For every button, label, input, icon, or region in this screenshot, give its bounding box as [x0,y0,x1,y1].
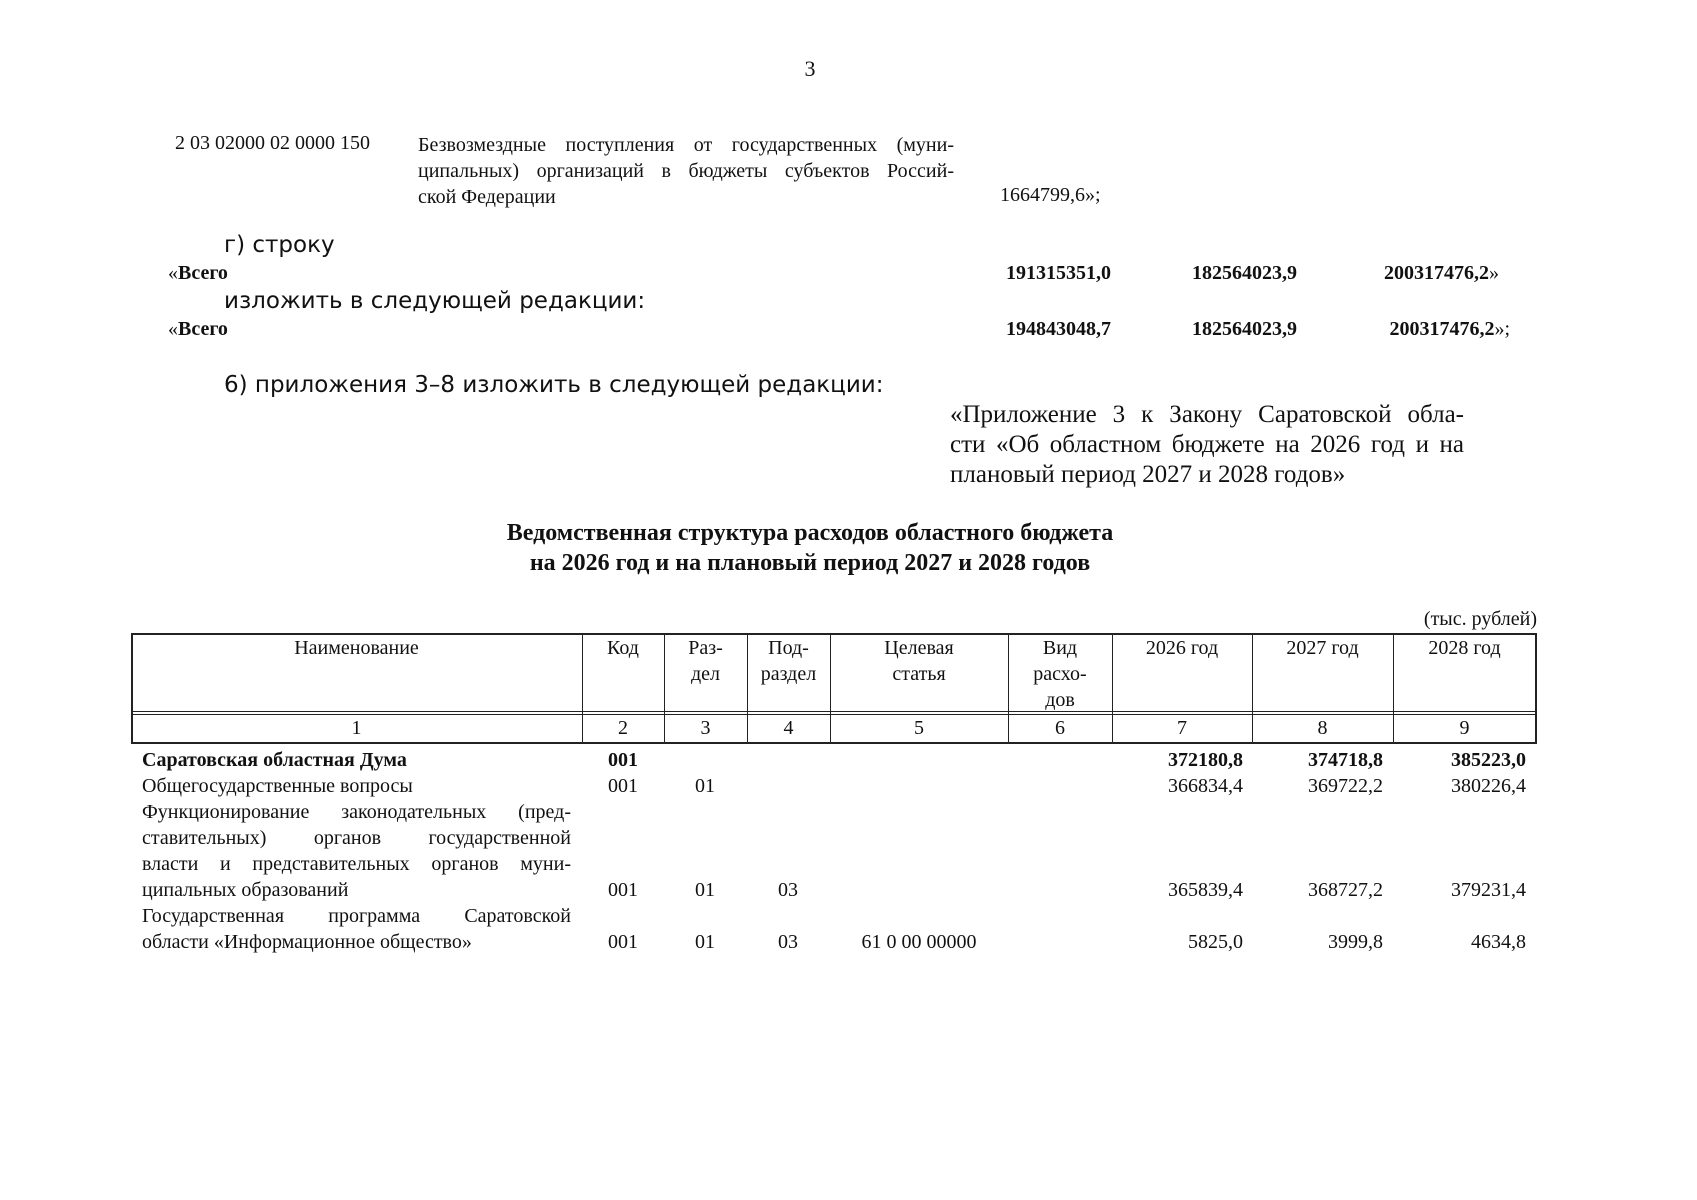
column-number: 4 [783,717,794,739]
close-quote: » [1489,262,1499,284]
row-name-line: Саратовская областная Дума [142,749,407,771]
old-total-2028 [1384,262,1499,285]
table-header [131,633,1537,743]
revenue-description [418,132,954,210]
column-number: 9 [1459,717,1470,739]
column-number: 1 [351,717,362,739]
new-total-2028 [1389,318,1510,341]
column-number: 6 [1055,717,1065,739]
old-total-2027: 182564023,9 [1192,262,1297,284]
column-number: 8 [1317,717,1328,739]
row-2028: 379231,4 [1451,879,1526,901]
row-name-line: Общегосударственные вопросы [142,775,413,797]
revenue-description-line: ской Федерации [418,186,556,208]
header-type-text: Вид [1042,637,1078,659]
row-2028: 380226,4 [1451,775,1526,797]
row-name [142,799,571,903]
row-code: 001 [608,879,638,901]
revenue-value: 1664799,6»; [1000,184,1101,206]
revenue-code: 2 03 02000 02 0000 150 [175,132,370,154]
header-separator [131,711,1537,712]
revenue-description-line: ципальных) организаций в бюджеты субъектов Россий- [418,160,954,182]
column-number: 2 [618,717,628,739]
old-total-label [168,262,228,285]
old-total-2028-value: 200317476,2 [1384,262,1489,284]
table-title-line-1: Ведомственная структура расходов областного бюджета [506,520,1114,546]
new-total-2027: 182564023,9 [1192,318,1297,340]
row-2027: 374718,8 [1308,749,1383,771]
row-name-line: Функционирование законодательных (пред- [142,801,571,823]
row-target: 61 0 00 00000 [861,931,977,953]
close-quote: »; [1494,318,1510,340]
table-title-line-2: на 2026 год и на плановый период 2027 и 2028 годов [529,550,1091,576]
column-number: 3 [700,717,711,739]
header-2028-text: 2028 год [1428,637,1501,659]
open-quote: « [168,318,178,340]
row-name-line: ставительных) органов государственной [142,827,571,849]
row-2026: 5825,0 [1188,931,1243,953]
row-section: 01 [695,879,715,901]
row-subsection: 03 [778,879,798,901]
row-name-line: власти и представительных органов муни- [142,853,571,875]
header-section-text: Раз- [688,637,723,659]
header-2026-text: 2026 год [1145,637,1219,659]
units-label: (тыс. рублей) [1423,608,1537,630]
row-name-line: ципальных образований [142,879,349,901]
row-2026: 372180,8 [1168,749,1243,771]
total-word: Всего [178,318,228,340]
header-section [664,633,747,687]
row-section: 01 [695,931,715,953]
header-target-text: Целевая [884,637,954,659]
column-number: 5 [914,717,924,739]
total-word: Всего [178,262,228,284]
row-subsection: 03 [778,931,798,953]
header-name-text: Наименование [294,637,419,659]
row-name-line: области «Информационное общество» [142,931,472,953]
header-type-text: дов [1045,689,1075,711]
header-type-text: расхо- [1033,663,1087,685]
row-2028: 385223,0 [1451,749,1526,771]
row-2028: 4634,8 [1471,931,1526,953]
header-2027 [1252,633,1393,661]
header-type [1008,633,1112,713]
appendix-line: «Приложение 3 к Закону Саратовской обла- [950,401,1464,428]
header-name [131,633,582,661]
row-name-line: Государственная программа Саратовской [142,905,571,927]
header-2026 [1112,633,1252,661]
row-name [142,773,571,799]
row-2026: 365839,4 [1168,879,1243,901]
column-number: 7 [1177,717,1187,739]
old-total-2026: 191315351,0 [1006,262,1111,284]
header-subsection [747,633,830,687]
appendix-reference [950,400,1464,490]
row-2027: 368727,2 [1308,879,1383,901]
header-2028 [1393,633,1536,661]
header-target-text: статья [892,663,946,685]
header-target [830,633,1008,687]
appendix-line: сти «Об областном бюджете на 2026 год и на [950,431,1464,458]
header-subsection-text: раздел [760,663,817,685]
row-2027: 369722,2 [1308,775,1383,797]
item-6: 6) приложения 3–8 изложить в следующей редакции: [224,372,884,398]
row-2027: 3999,8 [1328,931,1383,953]
open-quote: « [168,262,178,284]
page-number: 3 [804,56,816,81]
row-2026: 366834,4 [1168,775,1243,797]
header-code-text: Код [607,637,639,659]
header-2027-text: 2027 год [1286,637,1359,659]
new-total-label [168,318,228,341]
row-section: 01 [695,775,715,797]
row-name [142,747,571,773]
header-section-text: дел [690,663,721,685]
row-code: 001 [608,775,638,797]
new-total-2028-value: 200317476,2 [1389,318,1495,340]
header-bottom-border [131,742,1537,744]
row-code: 001 [608,749,638,771]
new-total-2026: 194843048,7 [1006,318,1111,340]
appendix-line: плановый период 2027 и 2028 годов» [950,461,1346,488]
header-subsection-text: Под- [768,637,809,659]
statement: изложить в следующей редакции: [224,288,646,314]
item-g: г) строку [224,232,335,258]
row-name [142,903,571,955]
revenue-description-line: Безвозмездные поступления от государственных (муни- [418,134,954,156]
header-code [582,633,664,661]
row-code: 001 [608,931,638,953]
